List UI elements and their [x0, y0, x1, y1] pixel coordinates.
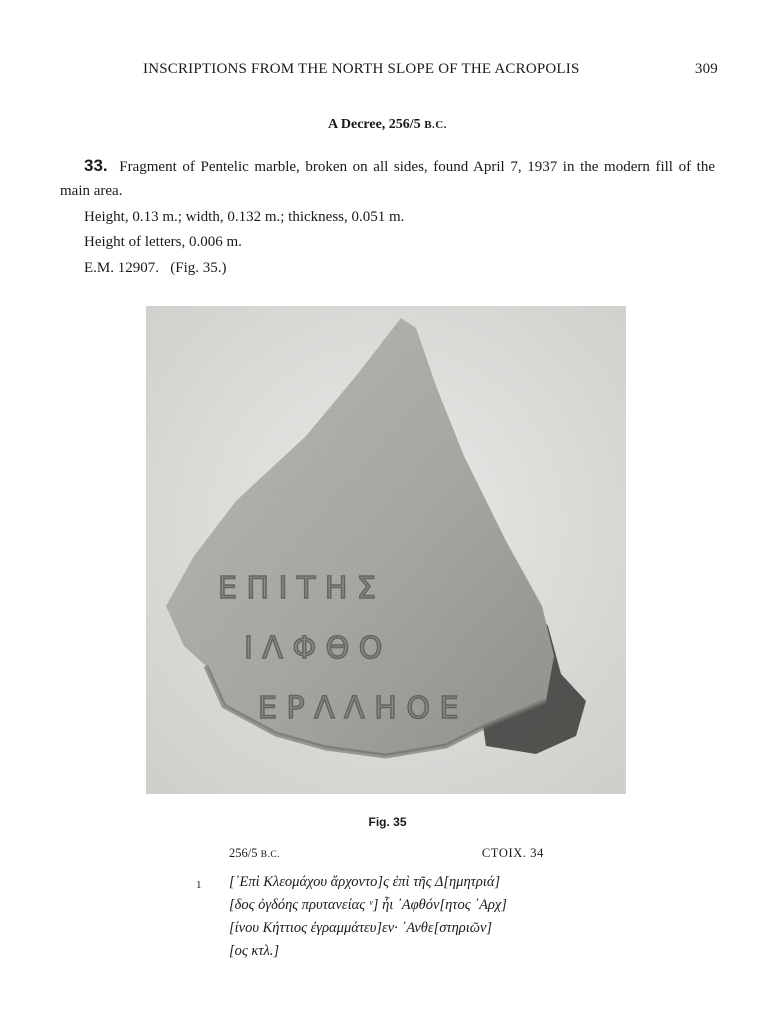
section-title-main: A Decree, 256/5: [328, 117, 425, 132]
figure-photograph: [146, 306, 626, 794]
text-date-era: B.C.: [260, 850, 281, 860]
figure-caption: Fig. 35: [368, 815, 407, 829]
greek-text-line: [ος κτλ.]: [229, 943, 280, 959]
entry-description: [60, 154, 715, 203]
stoichedon-count: CTOIX. 34: [481, 846, 544, 860]
entry-description-text: Fragment of Pentelic marble, broken on all sides, found April 7, 1937 in the modern fill of the main area.: [60, 159, 716, 199]
line-number: 1: [196, 879, 202, 891]
stone-letters-row-2: Ι Λ Φ Θ Ο: [244, 631, 383, 666]
running-head-title: INSCRIPTIONS FROM THE NORTH SLOPE OF THE ACROPOLIS: [143, 61, 580, 77]
entry-dimensions: Height, 0.13 m.; width, 0.132 m.; thickness, 0.051 m.: [84, 209, 405, 225]
greek-text-line: [᾿Επὶ Κλεομάχου ἄρχοντο]ς ἐπὶ τῆς Δ[ημητριά]: [229, 874, 501, 890]
page-number: 309: [694, 61, 718, 77]
greek-text-line: [δος ὀγδόης πρυτανείας ᵛ] ἧι ᾿Αφθόν[ητος ᾿Αρχ]: [229, 897, 507, 913]
entry-letter-height: Height of letters, 0.006 m.: [84, 234, 242, 250]
entry-inventory: E.M. 12907. (Fig. 35.): [84, 260, 227, 276]
section-title-era: B.C.: [424, 119, 447, 131]
stone-letters-row-1: Ε Π Ι Τ Η Σ: [218, 571, 376, 606]
text-date-main: 256/5: [229, 846, 261, 860]
section-title: [0, 117, 775, 133]
entry-number: 33.: [84, 156, 108, 175]
stone-letters-row-3: Ε Ρ Λ Λ Η Ο Ε: [258, 691, 459, 726]
stone-fragment-photo: [146, 306, 626, 794]
text-date: [229, 846, 280, 861]
greek-text-line: [ίνου Κήττιος ἐγραμμάτευ]εν· ᾿Ανθε[στηριῶν]: [229, 920, 493, 936]
